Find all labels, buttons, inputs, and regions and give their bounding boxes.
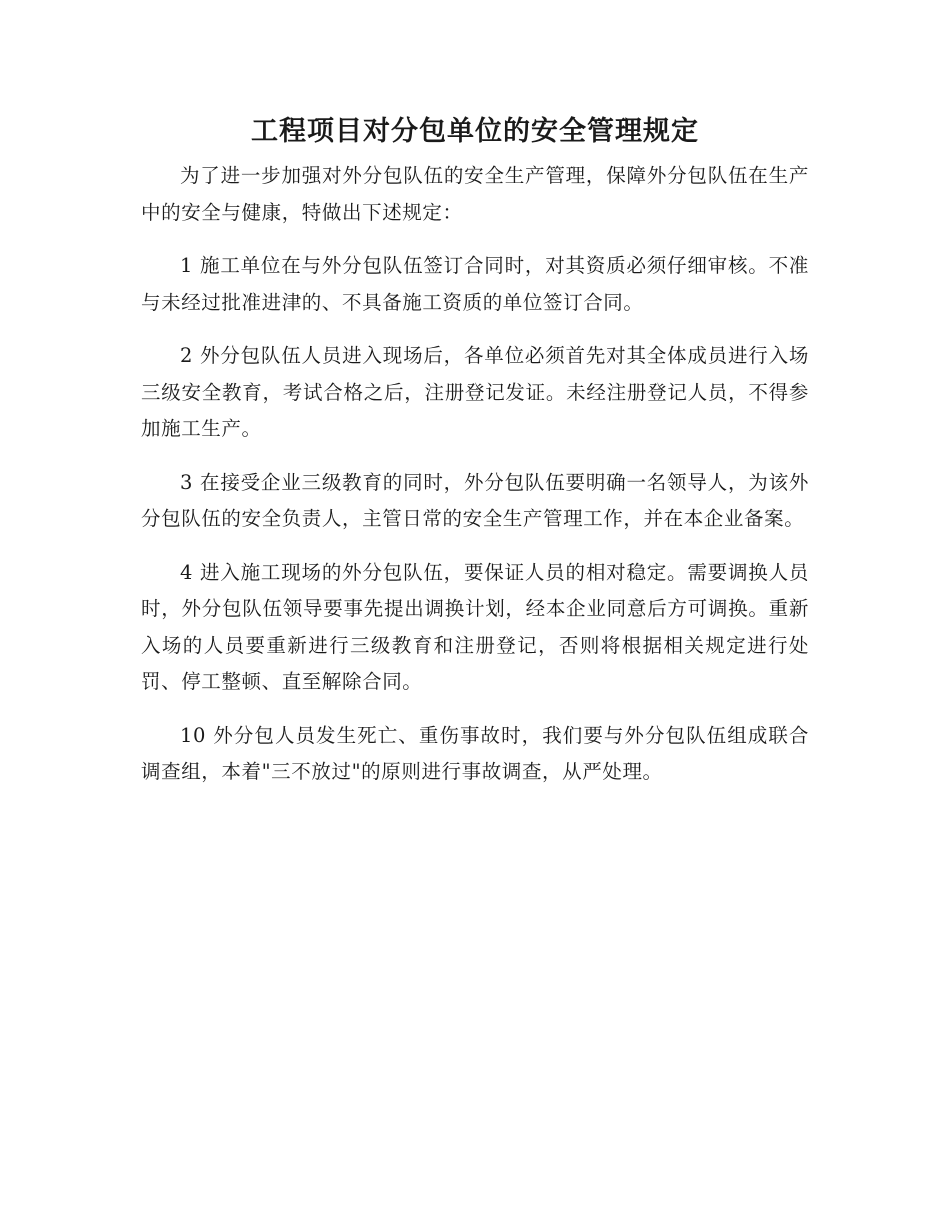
document-title: 工程项目对分包单位的安全管理规定 — [251, 116, 699, 147]
rule-paragraph-2: 2 外分包队伍人员进入现场后，各单位必须首先对其全体成员进行入场三级安全教育，考试合格之后，注册登记发证。未经注册登记人员，不得参加施工生产。 — [141, 344, 809, 440]
rule-paragraph-3: 3 在接受企业三级教育的同时，外分包队伍要明确一名领导人，为该外分包队伍的安全负责人，主管日常的安全生产管理工作，并在本企业备案。 — [141, 470, 809, 530]
rule-paragraph-4: 4 进入施工现场的外分包队伍，要保证人员的相对稳定。需要调换人员时，外分包队伍领导要事先提出调换计划，经本企业同意后方可调换。重新入场的人员要重新进行三级教育和注册登记，否则将根据相关规定进行处罚、停工整顿、直至解除合同。 — [141, 560, 809, 693]
rule-paragraph-1: 1 施工单位在与外分包队伍签订合同时，对其资质必须仔细审核。不准与未经过批准进津的、不具备施工资质的单位签订合同。 — [141, 254, 809, 314]
document-body — [141, 112, 809, 808]
intro-paragraph: 为了进一步加强对外分包队伍的安全生产管理，保障外分包队伍在生产中的安全与健康，特做出下述规定： — [141, 164, 809, 224]
rule-paragraph-10: 10 外分包人员发生死亡、重伤事故时，我们要与外分包队伍组成联合调查组，本着"三不放过"的原则进行事故调查，从严处理。 — [141, 723, 809, 783]
